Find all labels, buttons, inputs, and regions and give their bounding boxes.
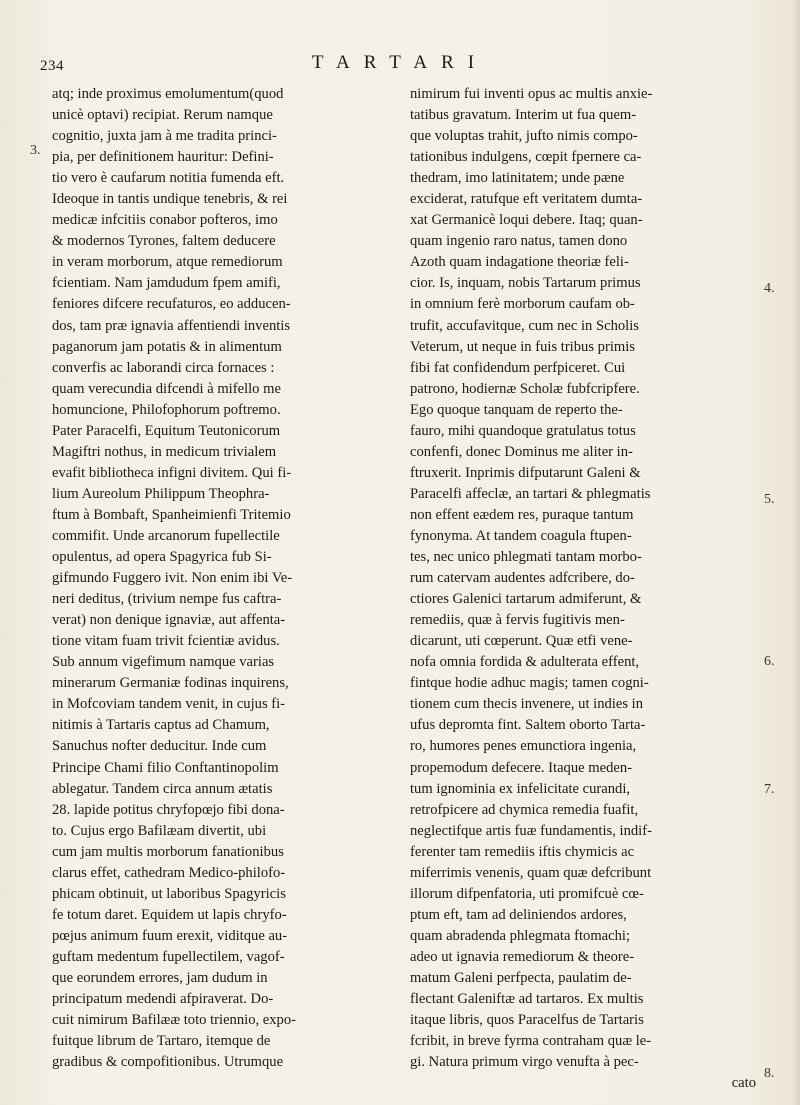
text-line: paganorum jam potatis & in alimentum: [52, 338, 282, 355]
text-line: tionem cum thecis invenere, ut indies in: [410, 696, 644, 713]
text-line: gifmundo Fuggero ivit. Non enim ibi Ve-: [52, 570, 293, 587]
text-line: matum Galeni perfpecta, paulatim de-: [410, 969, 632, 986]
page-edge: [790, 0, 800, 1105]
text-line: que eorundem errores, jam dudum in: [52, 969, 268, 986]
text-line: clarus effet, cathedram Medico-philofo-: [52, 864, 286, 881]
text-line: xat Germanicè loqui debere. Itaq; quan-: [410, 212, 643, 229]
text-line: tio vero è caufarum notitia fumenda eft.: [52, 170, 285, 187]
text-line: ptum eft, tam ad deliniendos ardores,: [410, 906, 627, 923]
text-line: nitimis à Tartaris captus ad Chamum,: [52, 717, 270, 734]
text-line: itaque libris, quos Paracelfus de Tartaris: [410, 1012, 644, 1029]
text-line: atq; inde proximus emolumentum(quod: [52, 86, 284, 102]
text-line: cuit nimirum Bafilææ toto triennio, expo-: [52, 1012, 297, 1029]
text-line: lium Aureolum Philippum Theophra-: [52, 485, 270, 502]
text-line: remediis, quæ à fervis fugitivis men-: [410, 612, 625, 629]
margin-number-7: 7.: [764, 782, 775, 797]
text-line: dos, tam præ ignavia affentiendi inventis: [52, 317, 291, 334]
text-line: Sub annum vigefimum namque varias: [52, 654, 275, 671]
text-line: exciderat, ratufque eft veritatem dumta-: [410, 191, 643, 208]
text-line: gradibus & compofitionibus. Utrumque: [52, 1054, 284, 1071]
text-line: ftruxerit. Inprimis difputarunt Galeni &: [410, 464, 641, 481]
text-line: tum ignominia ex infelicitate curandi,: [410, 780, 631, 797]
text-line: homuncione, Philofophorum poftremo.: [52, 401, 281, 418]
text-line: in veram morborum, atque remediorum: [52, 254, 283, 271]
text-line: pœjus animum fuum erexit, viditque au-: [52, 927, 288, 944]
text-line: que voluptas trahit, jufto nimis compo-: [410, 128, 638, 145]
text-line: neri deditus, (trivium nempe fus caftra-: [52, 591, 282, 608]
margin-number-5: 5.: [764, 492, 775, 507]
text-line: to. Cujus ergo Bafilæam divertit, ubi: [52, 822, 267, 839]
running-head: TARTARI: [311, 52, 489, 73]
text-line: Sanuchus nofter deducitur. Inde cum: [52, 738, 267, 755]
text-line: dicarunt, uti cœperunt. Quæ etfi vene-: [410, 633, 633, 650]
text-line: flectant Galeniftæ ad tartaros. Ex multis: [410, 991, 644, 1008]
text-line: fuitque librum de Tartaro, itemque de: [52, 1033, 271, 1050]
margin-number-3: 3.: [30, 143, 41, 158]
text-line: ctiores Galenici tartarum admiferunt, &: [410, 591, 642, 608]
margin-number-4: 4.: [764, 281, 775, 296]
text-line: ferenter tam remediis iftis chymicis ac: [410, 843, 635, 860]
text-line: trufit, accufavitque, cum nec in Scholis: [410, 317, 639, 334]
text-line: converfis ac laborandi circa fornaces :: [52, 359, 275, 376]
text-line: Pater Paracelfi, Equitum Teutonicorum: [52, 422, 281, 439]
text-line: cum jam multis morborum fanationibus: [52, 843, 284, 860]
text-line: Ideoque in tantis undique tenebris, & rei: [52, 191, 288, 208]
text-line: rum catervam audentes adfcribere, do-: [410, 570, 635, 587]
text-line: nimirum fui inventi opus ac multis anxie-: [410, 86, 653, 102]
text-line: unicè optavi) recipiat. Rerum namque: [52, 107, 273, 124]
text-line: feniores difcere recufaturos, eo adducen-: [52, 296, 291, 313]
text-line: quam verecundia difcendi à mifello me: [52, 380, 281, 397]
text-line: fibi fat confidendum perfpiceret. Cui: [410, 359, 626, 376]
margin-number-8: 8.: [764, 1066, 775, 1081]
text-line: tatibus gravatum. Interim ut fua quem-: [410, 107, 637, 124]
text-line: opulentus, ad opera Spagyrica fub Si-: [52, 549, 272, 566]
text-line: medicæ infcitiis conabor pofteros, imo: [52, 212, 278, 229]
text-line: nofa omnia fordida & adulterata effent,: [410, 654, 640, 671]
text-line: fintque hodie adhuc magis; tamen cogni-: [410, 675, 649, 692]
text-line: cognitio, juxta jam à me tradita princi-: [52, 128, 277, 145]
text-line: gi. Natura primum virgo venufta à pec-: [410, 1054, 639, 1071]
text-line: tes, nec unico phlegmati tantam morbo-: [410, 549, 642, 566]
text-line: patrono, hodiernæ Scholæ fubfcripfere.: [410, 380, 640, 397]
text-line: minerarum Germaniæ fodinas inquirens,: [52, 675, 289, 692]
text-line: 28. lapide potitus chryfopœjo fibi dona-: [52, 801, 285, 818]
text-line: in omnium ferè morborum caufam ob-: [410, 296, 635, 313]
text-line: cior. Is, inquam, nobis Tartarum primus: [410, 275, 641, 292]
text-line: verat) non denique ignaviæ, aut affenta-: [52, 612, 286, 629]
text-line: in Mofcoviam tandem venit, in cujus fi-: [52, 696, 286, 713]
text-line: tationibus indulgens, cœpit fpernere ca-: [410, 149, 642, 166]
text-line: Magiftri nothus, in medicum trivialem: [52, 443, 277, 460]
catchword: cato: [731, 1075, 756, 1092]
text-line: fcientiam. Nam jamdudum fpem amifi,: [52, 275, 281, 292]
text-line: Veterum, ut neque in fuis tribus primis: [410, 338, 635, 355]
text-line: fcribit, in breve fyrma contraham quæ le-: [410, 1033, 652, 1050]
text-line: tione vitam fuam trivit fcientiæ avidus.: [52, 633, 280, 650]
text-line: ablegatur. Tandem circa annum ætatis: [52, 780, 273, 797]
left-column: [52, 84, 402, 1073]
text-line: fynonyma. At tandem coagula ftupen-: [410, 527, 632, 544]
text-line: confenfi, donec Dominus me aliter in-: [410, 443, 633, 460]
text-line: retrofpicere ad chymica remedia fuafit,: [410, 801, 639, 818]
text-line: ufus depromta fint. Saltem oborto Tarta-: [410, 717, 646, 734]
text-line: non effent eædem res, puraque tantum: [410, 506, 634, 523]
page-header: [40, 52, 760, 82]
text-line: ftum à Bombaft, Spanheimienfi Tritemio: [52, 506, 291, 523]
text-line: commifit. Unde arcanorum fupellectile: [52, 527, 280, 544]
text-line: miferrimis venenis, quam quæ defcribunt: [410, 864, 652, 881]
text-line: Azoth quam indagatione theoriæ feli-: [410, 254, 629, 271]
text-line: quam abradenda phlegmata ftomachi;: [410, 927, 631, 944]
text-line: adeo ut ignavia remediorum & theore-: [410, 948, 635, 965]
text-line: illorum difpenfatoria, uti promifcuè cœ-: [410, 885, 644, 902]
text-line: fauro, mihi quandoque gratulatus totus: [410, 422, 636, 439]
text-line: propemodum defecere. Itaque meden-: [410, 759, 633, 776]
margin-number-6: 6.: [764, 654, 775, 669]
text-line: pia, per definitionem hauritur: Defini-: [52, 149, 274, 166]
text-line: Ego quoque tanquam de reperto the-: [410, 401, 623, 418]
text-line: & modernos Tyrones, faltem deducere: [52, 233, 276, 250]
text-line: quam ingenio raro natus, tamen dono: [410, 233, 628, 250]
text-line: neglectifque artis fuæ fundamentis, indif-: [410, 822, 652, 839]
text-line: guftam medentum fupellectilem, vagof-: [52, 948, 285, 965]
text-line: Paracelfi affeclæ, an tartari & phlegmatis: [410, 485, 651, 502]
text-line: thedram, imo latinitatem; unde pæne: [410, 170, 625, 187]
text-line: fe totum daret. Equidem ut lapis chryfo-: [52, 906, 287, 923]
text-line: principatum medendi afpiraverat. Do-: [52, 991, 274, 1008]
text-line: Principe Chami filio Conftantinopolim: [52, 759, 279, 776]
right-column: [410, 84, 760, 1094]
text-line: evafit bibliotheca infigni divitem. Qui fi-: [52, 464, 292, 481]
text-line: phicam obtinuit, ut laboribus Spagyricis: [52, 885, 286, 902]
page-number: 234: [40, 58, 64, 74]
text-line: ro, humores penes emunctiora ingenia,: [410, 738, 637, 755]
